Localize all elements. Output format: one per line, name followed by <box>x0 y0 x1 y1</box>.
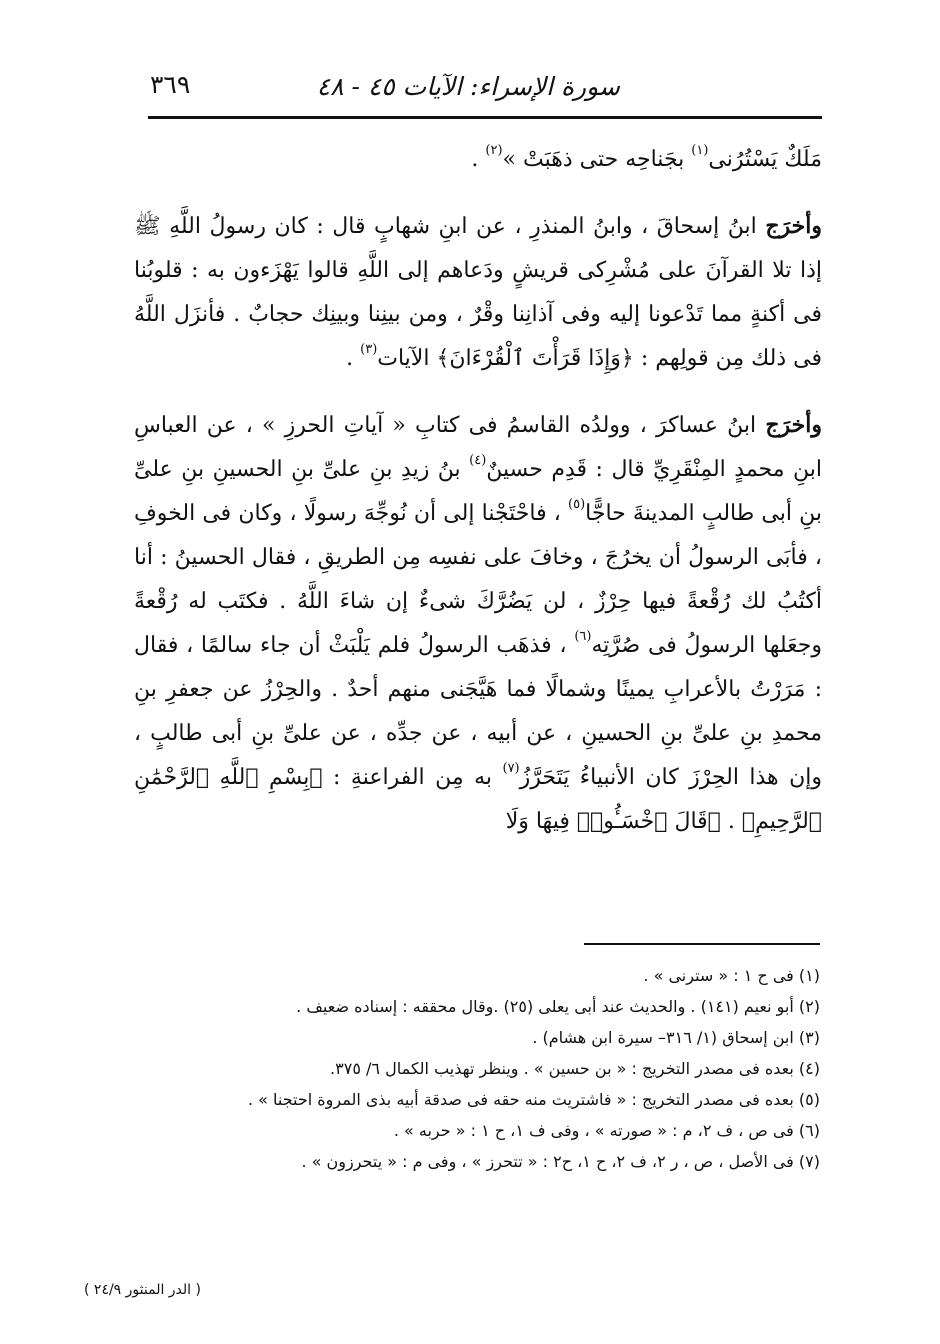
text-segment: . <box>471 147 486 172</box>
source-reference: ( الدر المنثور ٢٤/٩ ) <box>84 1282 201 1298</box>
text-segment: ابنُ عساكرَ ، وولدُه القاسمُ فى كتابِ « آياتِ الحرزِ » ، عن العباسِ ابنِ محمدٍ المِنْقَرِيِّ قال : قَدِم حسينٌ <box>134 413 822 482</box>
footnote-divider <box>584 943 820 945</box>
footnote: (٥) بعده فى مصدر التخريج : « فاشتريت منه حقه فى صدقة أبيه بذى المروة احتجنا » . <box>247 1090 820 1109</box>
footnote: (٦) فى ص ، ف ٢، م : « صورته » ، وفى ف ١، ح ١ : « حربه » . <box>393 1121 820 1140</box>
footnote: (٣) ابن إسحاق (١/ ٣١٦– سيرة ابن هشام) . <box>532 1028 820 1047</box>
header-divider <box>148 116 822 119</box>
footnote: (٢) أبو نعيم (١٤١) . والحديث عند أبى يعلى (٢٥) .وقال محققه : إسناده ضعيف . <box>296 997 820 1016</box>
footnote-ref: (١) <box>691 143 709 158</box>
paragraph-lead-word: وأخرَج <box>765 412 822 438</box>
footnote: (٧) فى الأصل ، ص ، ر ٢، ف ٢، ح ١، ح٢ : « تتحرز » ، وفى م : « يتحرزون » . <box>301 1152 820 1171</box>
footnotes <box>120 960 820 1177</box>
main-text <box>134 138 822 844</box>
page-header <box>150 64 820 114</box>
paragraph-ibn-asakir <box>134 403 822 844</box>
text-segment: ابنُ إسحاقَ ، وابنُ المنذرِ ، عن ابنِ شهابٍ قال : كان رسولُ اللَّهِ ﷺ إذا تلا القرآنَ على مُشْرِكى قريشٍ ودَعاهم إلى اللَّهِ قالوا يَهْزَءون به : قلوبُنا فى أكنةٍ مما تَدْعونا إليه وفى آذانِنا وقْرٌ ، ومن بينِنا وبينِك حجابٌ . فأنزَل اللَّهُ فى ذلك مِن قولِهم : ﴿وَإِذَا قَرَأْتَ ٱلْقُرْءَانَ﴾ الآيات <box>134 214 822 371</box>
text-segment: بجَناحِه حتى ذهَبَتْ » <box>502 147 692 172</box>
footnote-ref: (٢) <box>485 143 503 158</box>
footnote-ref: (٥) <box>568 497 586 512</box>
text-segment: مَلَكٌ يَسْتُرُنى <box>708 147 822 172</box>
text-segment: ، فاحْتَجْنا إلى أن نُوجِّهَ رسولًا ، وكان فى الخوفِ ، فأبَى الرسولُ أن يخرُجَ ، وخافَ على نفسِه مِن الطريقِ ، فقال الحسينُ : أنا أكتُبُ لك رُقْعةً فيها حِرْزٌ ، لن يَضُرَّكَ شىءٌ إن شاءَ اللَّهُ . فكتَب له رُقْعةً وجعَلها الرسولُ فى صُرَّتِه <box>134 501 822 658</box>
text-segment: . <box>346 346 361 371</box>
footnote-ref: (٣) <box>360 342 378 357</box>
footnote-ref: (٦) <box>574 629 592 644</box>
paragraph-continuation <box>134 138 822 182</box>
text-segment: به مِن الفراعنةِ : ﴿بِسْمِ ٱللَّهِ ٱلرَّحْمَٰنِ ٱلرَّحِيمِ﴾ . ﴿قَالَ ٱخْسَـُٔوا۟ فِيهَا وَلَا <box>134 765 822 834</box>
footnote: (٤) بعده فى مصدر التخريج : « بن حسين » . وينظر تهذيب الكمال ٦/ ٣٧٥. <box>330 1059 820 1078</box>
footnote: (١) فى ح ١ : « سترنى » . <box>643 966 820 985</box>
paragraph-ibn-ishaq <box>134 204 822 381</box>
footnote-ref: (٤) <box>469 453 487 468</box>
running-title: سورة الإسراء: الآيات ٤٥ - ٤٨ <box>316 72 620 101</box>
text-segment: بنُ زيدِ بنِ علىِّ بنِ الحسينِ بنِ علىِّ بنِ أبى طالبٍ المدينةَ حاجًّا <box>134 457 822 526</box>
footnote-ref: (٧) <box>502 761 520 776</box>
paragraph-lead-word: وأخرَج <box>765 213 822 239</box>
page-number: ٣٦٩ <box>150 70 191 99</box>
text-segment: ، فذهَب الرسولُ فلم يَلْبَثْ أن جاء سالمًا ، فقال : مَرَرْتُ بالأعرابِ يمينًا وشمالًا فما هَيَّجَنى منهم أحدٌ . والحِرْزُ عن جعفرِ بنِ محمدِ بنِ علىِّ بنِ الحسينِ ، عن أبيه ، عن جدِّه ، عن علىِّ بنِ أبى طالبٍ ، وإن هذا الحِرْزَ كان الأنبياءُ يَتَحَرَّزُ <box>134 633 822 790</box>
